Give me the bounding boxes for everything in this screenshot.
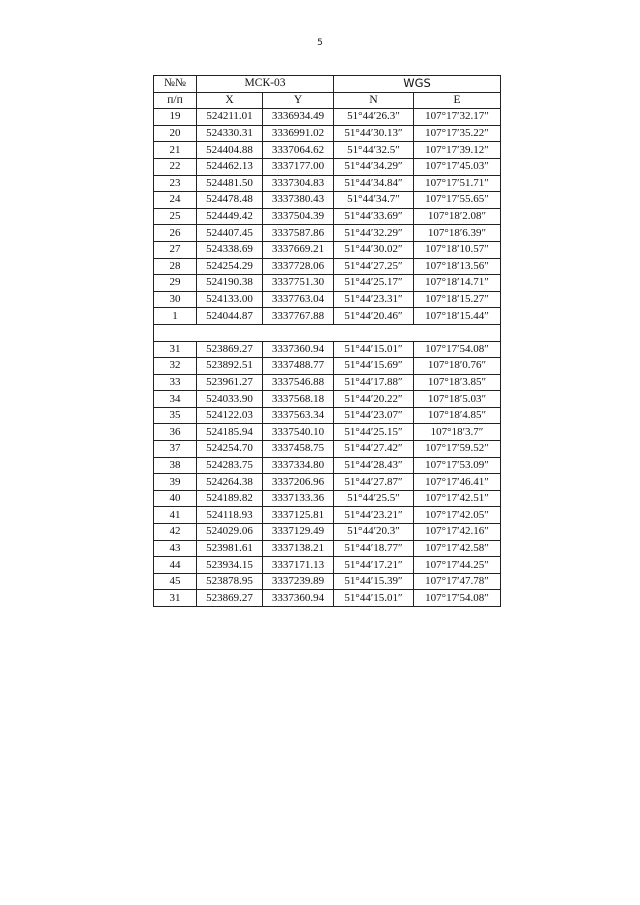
y-coordinate-cell: 3337380.43 bbox=[263, 192, 334, 209]
longitude-e-cell: 107°17′45.03″ bbox=[414, 158, 501, 175]
latitude-n-cell: 51°44′20.3″ bbox=[334, 524, 414, 541]
latitude-n-cell: 51°44′17.21″ bbox=[334, 557, 414, 574]
latitude-n-cell: 51°44′15.01″ bbox=[334, 341, 414, 358]
point-number-cell: 37 bbox=[154, 441, 197, 458]
table-row bbox=[154, 142, 501, 159]
point-number-cell: 28 bbox=[154, 258, 197, 275]
x-coordinate-cell: 524118.93 bbox=[197, 507, 263, 524]
x-coordinate-cell: 524190.38 bbox=[197, 275, 263, 292]
latitude-n-cell: 51°44′20.22″ bbox=[334, 391, 414, 408]
table-row bbox=[154, 590, 501, 607]
point-number-cell: 33 bbox=[154, 374, 197, 391]
table-row bbox=[154, 225, 501, 242]
table-row bbox=[154, 241, 501, 258]
y-coordinate-cell: 3337488.77 bbox=[263, 358, 334, 375]
y-coordinate-cell: 3337728.06 bbox=[263, 258, 334, 275]
latitude-n-cell: 51°44′32.5″ bbox=[334, 142, 414, 159]
y-coordinate-cell: 3337763.04 bbox=[263, 291, 334, 308]
longitude-e-cell: 107°18′2.08″ bbox=[414, 208, 501, 225]
y-coordinate-cell: 3337138.21 bbox=[263, 540, 334, 557]
latitude-n-cell: 51°44′23.07″ bbox=[334, 407, 414, 424]
x-coordinate-cell: 524330.31 bbox=[197, 125, 263, 142]
table-row bbox=[154, 507, 501, 524]
point-number-cell: 32 bbox=[154, 358, 197, 375]
x-coordinate-cell: 524133.00 bbox=[197, 291, 263, 308]
longitude-e-cell: 107°17′54.08″ bbox=[414, 341, 501, 358]
table-row bbox=[154, 109, 501, 126]
x-coordinate-cell: 524407.45 bbox=[197, 225, 263, 242]
header-row-1 bbox=[154, 76, 501, 93]
separator-row bbox=[154, 324, 501, 341]
table-row bbox=[154, 424, 501, 441]
header-e: E bbox=[414, 92, 501, 109]
latitude-n-cell: 51°44′20.46″ bbox=[334, 308, 414, 325]
table-row bbox=[154, 474, 501, 491]
longitude-e-cell: 107°17′44.25″ bbox=[414, 557, 501, 574]
x-coordinate-cell: 524264.38 bbox=[197, 474, 263, 491]
longitude-e-cell: 107°17′51.71″ bbox=[414, 175, 501, 192]
longitude-e-cell: 107°17′42.05″ bbox=[414, 507, 501, 524]
x-coordinate-cell: 523878.95 bbox=[197, 573, 263, 590]
header-y: Y bbox=[263, 92, 334, 109]
y-coordinate-cell: 3337206.96 bbox=[263, 474, 334, 491]
point-number-cell: 40 bbox=[154, 490, 197, 507]
latitude-n-cell: 51°44′27.87″ bbox=[334, 474, 414, 491]
separator-cell bbox=[154, 324, 501, 341]
table-row bbox=[154, 358, 501, 375]
table-row bbox=[154, 175, 501, 192]
point-number-cell: 24 bbox=[154, 192, 197, 209]
point-number-cell: 19 bbox=[154, 109, 197, 126]
latitude-n-cell: 51°44′17.88″ bbox=[334, 374, 414, 391]
table-row bbox=[154, 374, 501, 391]
x-coordinate-cell: 524254.70 bbox=[197, 441, 263, 458]
latitude-n-cell: 51°44′32.29″ bbox=[334, 225, 414, 242]
point-number-cell: 23 bbox=[154, 175, 197, 192]
latitude-n-cell: 51°44′26.3″ bbox=[334, 109, 414, 126]
latitude-n-cell: 51°44′30.02″ bbox=[334, 241, 414, 258]
point-number-cell: 34 bbox=[154, 391, 197, 408]
point-number-cell: 35 bbox=[154, 407, 197, 424]
point-number-cell: 41 bbox=[154, 507, 197, 524]
y-coordinate-cell: 3337504.39 bbox=[263, 208, 334, 225]
latitude-n-cell: 51°44′15.01″ bbox=[334, 590, 414, 607]
table-row bbox=[154, 208, 501, 225]
point-number-cell: 25 bbox=[154, 208, 197, 225]
x-coordinate-cell: 524404.88 bbox=[197, 142, 263, 159]
y-coordinate-cell: 3337767.88 bbox=[263, 308, 334, 325]
y-coordinate-cell: 3337064.62 bbox=[263, 142, 334, 159]
header-msk: МСК-03 bbox=[197, 76, 334, 93]
table-row bbox=[154, 158, 501, 175]
y-coordinate-cell: 3337568.18 bbox=[263, 391, 334, 408]
longitude-e-cell: 107°17′47.78″ bbox=[414, 573, 501, 590]
y-coordinate-cell: 3337669.21 bbox=[263, 241, 334, 258]
x-coordinate-cell: 523961.27 bbox=[197, 374, 263, 391]
x-coordinate-cell: 523869.27 bbox=[197, 341, 263, 358]
x-coordinate-cell: 523981.61 bbox=[197, 540, 263, 557]
x-coordinate-cell: 524478.48 bbox=[197, 192, 263, 209]
point-number-cell: 38 bbox=[154, 457, 197, 474]
point-number-cell: 26 bbox=[154, 225, 197, 242]
x-coordinate-cell: 524338.69 bbox=[197, 241, 263, 258]
y-coordinate-cell: 3336991.02 bbox=[263, 125, 334, 142]
y-coordinate-cell: 3337751.30 bbox=[263, 275, 334, 292]
x-coordinate-cell: 523934.15 bbox=[197, 557, 263, 574]
longitude-e-cell: 107°18′15.44″ bbox=[414, 308, 501, 325]
table-row bbox=[154, 557, 501, 574]
table-row bbox=[154, 524, 501, 541]
x-coordinate-cell: 523892.51 bbox=[197, 358, 263, 375]
y-coordinate-cell: 3337540.10 bbox=[263, 424, 334, 441]
x-coordinate-cell: 524122.03 bbox=[197, 407, 263, 424]
header-row-2 bbox=[154, 92, 501, 109]
y-coordinate-cell: 3337125.81 bbox=[263, 507, 334, 524]
header-n: N bbox=[334, 92, 414, 109]
latitude-n-cell: 51°44′30.13″ bbox=[334, 125, 414, 142]
longitude-e-cell: 107°18′14.71″ bbox=[414, 275, 501, 292]
header-wgs: WGS bbox=[334, 76, 501, 93]
header-x: X bbox=[197, 92, 263, 109]
point-number-cell: 27 bbox=[154, 241, 197, 258]
y-coordinate-cell: 3337177.00 bbox=[263, 158, 334, 175]
latitude-n-cell: 51°44′34.7″ bbox=[334, 192, 414, 209]
x-coordinate-cell: 524029.06 bbox=[197, 524, 263, 541]
table-row bbox=[154, 490, 501, 507]
latitude-n-cell: 51°44′25.5″ bbox=[334, 490, 414, 507]
longitude-e-cell: 107°18′3.85″ bbox=[414, 374, 501, 391]
longitude-e-cell: 107°17′54.08″ bbox=[414, 590, 501, 607]
point-number-cell: 36 bbox=[154, 424, 197, 441]
longitude-e-cell: 107°17′32.17″ bbox=[414, 109, 501, 126]
y-coordinate-cell: 3337546.88 bbox=[263, 374, 334, 391]
latitude-n-cell: 51°44′15.69″ bbox=[334, 358, 414, 375]
longitude-e-cell: 107°17′42.51″ bbox=[414, 490, 501, 507]
point-number-cell: 31 bbox=[154, 341, 197, 358]
point-number-cell: 30 bbox=[154, 291, 197, 308]
table-row bbox=[154, 573, 501, 590]
header-num: №№ bbox=[154, 76, 197, 93]
point-number-cell: 45 bbox=[154, 573, 197, 590]
point-number-cell: 22 bbox=[154, 158, 197, 175]
x-coordinate-cell: 524033.90 bbox=[197, 391, 263, 408]
longitude-e-cell: 107°18′10.57″ bbox=[414, 241, 501, 258]
y-coordinate-cell: 3337587.86 bbox=[263, 225, 334, 242]
x-coordinate-cell: 523869.27 bbox=[197, 590, 263, 607]
x-coordinate-cell: 524044.87 bbox=[197, 308, 263, 325]
point-number-cell: 20 bbox=[154, 125, 197, 142]
point-number-cell: 31 bbox=[154, 590, 197, 607]
table-row bbox=[154, 441, 501, 458]
longitude-e-cell: 107°18′13.56″ bbox=[414, 258, 501, 275]
table-row bbox=[154, 308, 501, 325]
header-num-sub: п/п bbox=[154, 92, 197, 109]
table-row bbox=[154, 407, 501, 424]
y-coordinate-cell: 3337360.94 bbox=[263, 590, 334, 607]
point-number-cell: 1 bbox=[154, 308, 197, 325]
latitude-n-cell: 51°44′27.42″ bbox=[334, 441, 414, 458]
table-row bbox=[154, 192, 501, 209]
x-coordinate-cell: 524481.50 bbox=[197, 175, 263, 192]
x-coordinate-cell: 524462.13 bbox=[197, 158, 263, 175]
latitude-n-cell: 51°44′34.84″ bbox=[334, 175, 414, 192]
latitude-n-cell: 51°44′25.15″ bbox=[334, 424, 414, 441]
latitude-n-cell: 51°44′18.77″ bbox=[334, 540, 414, 557]
table-row bbox=[154, 125, 501, 142]
longitude-e-cell: 107°17′53.09″ bbox=[414, 457, 501, 474]
point-number-cell: 42 bbox=[154, 524, 197, 541]
longitude-e-cell: 107°18′3.7″ bbox=[414, 424, 501, 441]
table-row bbox=[154, 258, 501, 275]
longitude-e-cell: 107°17′42.58″ bbox=[414, 540, 501, 557]
longitude-e-cell: 107°17′46.41″ bbox=[414, 474, 501, 491]
point-number-cell: 39 bbox=[154, 474, 197, 491]
longitude-e-cell: 107°17′55.65″ bbox=[414, 192, 501, 209]
x-coordinate-cell: 524189.82 bbox=[197, 490, 263, 507]
longitude-e-cell: 107°18′6.39″ bbox=[414, 225, 501, 242]
latitude-n-cell: 51°44′25.17″ bbox=[334, 275, 414, 292]
x-coordinate-cell: 524185.94 bbox=[197, 424, 263, 441]
longitude-e-cell: 107°17′59.52″ bbox=[414, 441, 501, 458]
y-coordinate-cell: 3337239.89 bbox=[263, 573, 334, 590]
y-coordinate-cell: 3337458.75 bbox=[263, 441, 334, 458]
longitude-e-cell: 107°18′4.85″ bbox=[414, 407, 501, 424]
longitude-e-cell: 107°17′39.12″ bbox=[414, 142, 501, 159]
coordinates-table bbox=[153, 75, 501, 607]
page-number: 5 bbox=[317, 38, 323, 48]
point-number-cell: 44 bbox=[154, 557, 197, 574]
latitude-n-cell: 51°44′34.29″ bbox=[334, 158, 414, 175]
latitude-n-cell: 51°44′23.21″ bbox=[334, 507, 414, 524]
x-coordinate-cell: 524211.01 bbox=[197, 109, 263, 126]
y-coordinate-cell: 3337563.34 bbox=[263, 407, 334, 424]
longitude-e-cell: 107°18′0.76″ bbox=[414, 358, 501, 375]
longitude-e-cell: 107°18′5.03″ bbox=[414, 391, 501, 408]
y-coordinate-cell: 3337133.36 bbox=[263, 490, 334, 507]
y-coordinate-cell: 3337171.13 bbox=[263, 557, 334, 574]
latitude-n-cell: 51°44′27.25″ bbox=[334, 258, 414, 275]
point-number-cell: 21 bbox=[154, 142, 197, 159]
point-number-cell: 29 bbox=[154, 275, 197, 292]
point-number-cell: 43 bbox=[154, 540, 197, 557]
y-coordinate-cell: 3337334.80 bbox=[263, 457, 334, 474]
table-row bbox=[154, 540, 501, 557]
table-row bbox=[154, 457, 501, 474]
latitude-n-cell: 51°44′28.43″ bbox=[334, 457, 414, 474]
table-row bbox=[154, 291, 501, 308]
longitude-e-cell: 107°18′15.27″ bbox=[414, 291, 501, 308]
latitude-n-cell: 51°44′23.31″ bbox=[334, 291, 414, 308]
y-coordinate-cell: 3337304.83 bbox=[263, 175, 334, 192]
y-coordinate-cell: 3337360.94 bbox=[263, 341, 334, 358]
y-coordinate-cell: 3337129.49 bbox=[263, 524, 334, 541]
longitude-e-cell: 107°17′42.16″ bbox=[414, 524, 501, 541]
table-row bbox=[154, 391, 501, 408]
longitude-e-cell: 107°17′35.22″ bbox=[414, 125, 501, 142]
latitude-n-cell: 51°44′15.39″ bbox=[334, 573, 414, 590]
x-coordinate-cell: 524254.29 bbox=[197, 258, 263, 275]
x-coordinate-cell: 524283.75 bbox=[197, 457, 263, 474]
table-row bbox=[154, 341, 501, 358]
latitude-n-cell: 51°44′33.69″ bbox=[334, 208, 414, 225]
y-coordinate-cell: 3336934.49 bbox=[263, 109, 334, 126]
x-coordinate-cell: 524449.42 bbox=[197, 208, 263, 225]
table-row bbox=[154, 275, 501, 292]
